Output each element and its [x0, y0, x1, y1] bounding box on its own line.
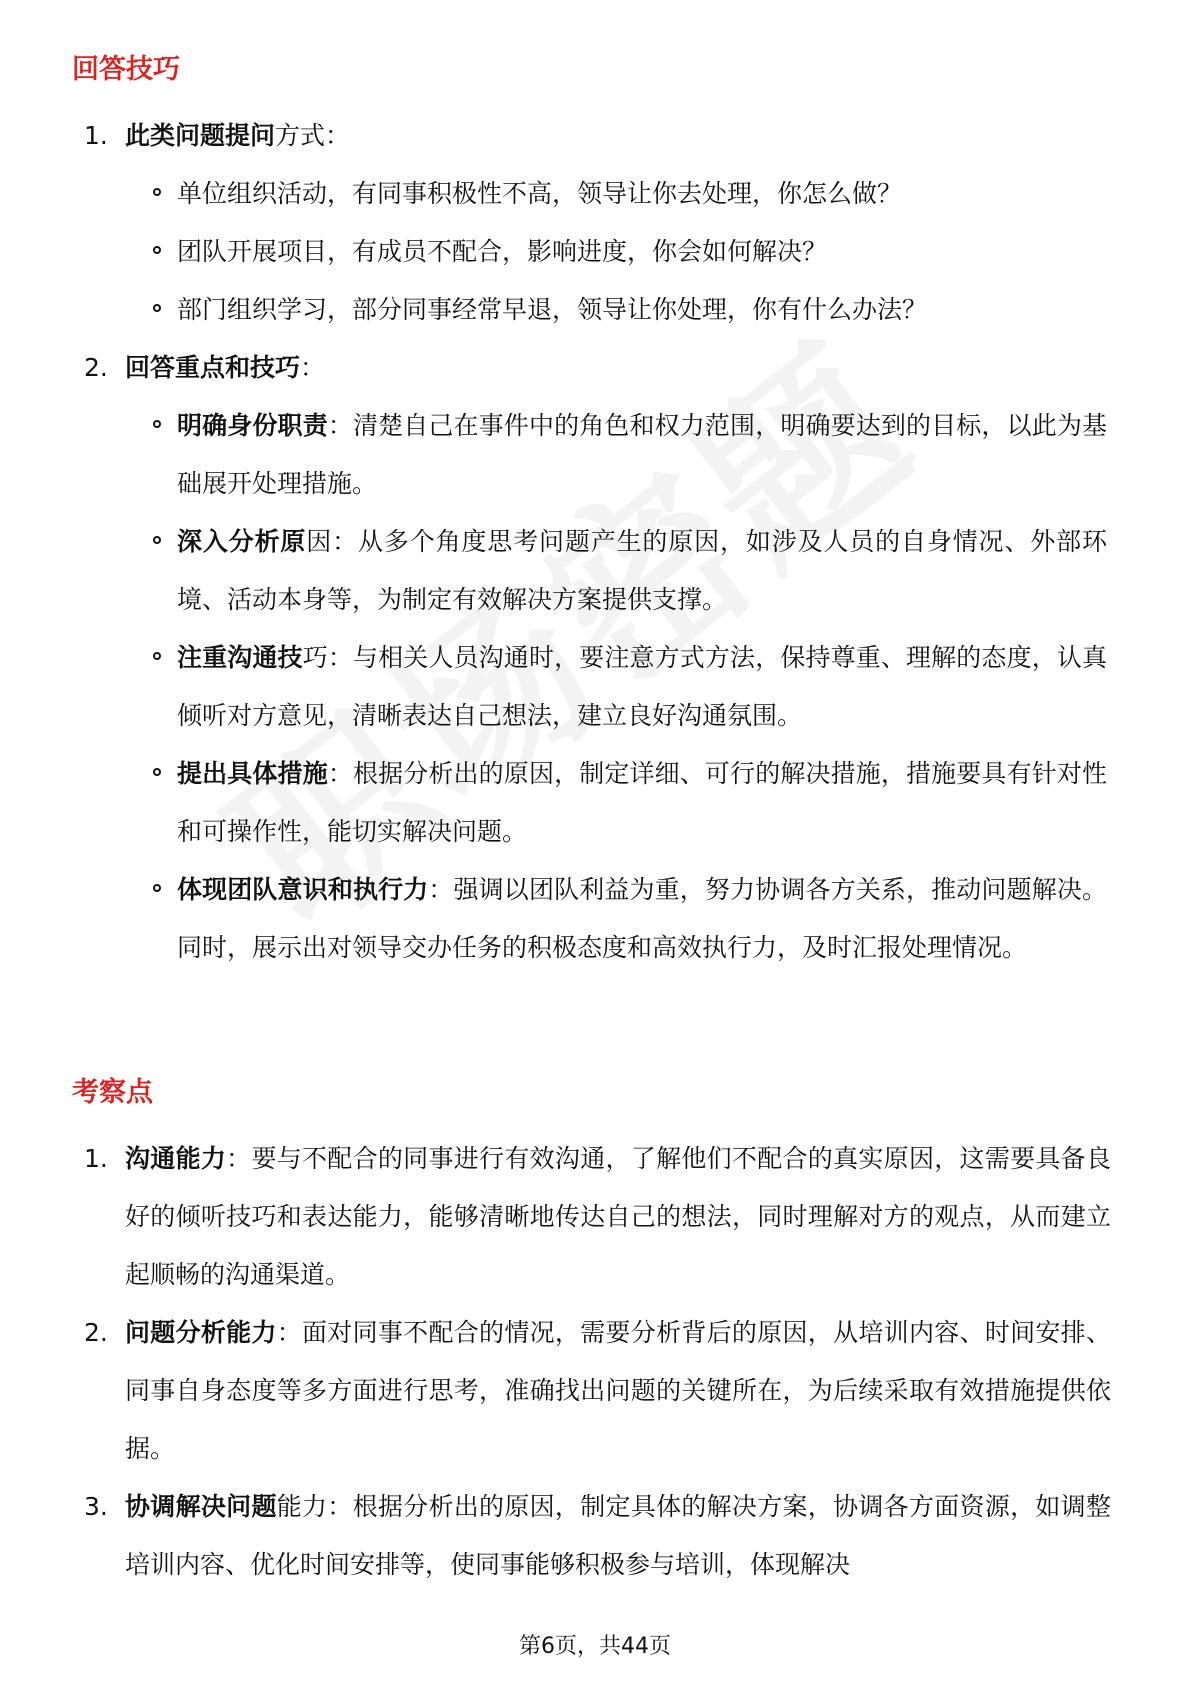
list-item-text: [0, 339, 1111, 397]
plain-text: 方式：: [275, 121, 351, 150]
list-number: 1.: [84, 121, 108, 150]
circle-bullet-icon: [153, 188, 161, 196]
bold-text: 回答重点和技巧: [125, 353, 301, 382]
list-item: [0, 339, 1190, 397]
plain-text: ：面对同事不配合的情况，需要分析背后的原因，从培训内容、时间安排、同事自身态度等多方面进行思考，准确找出问题的关键所在，为后续采取有效措施提供依据。: [125, 1318, 1111, 1463]
list-number: 3.: [84, 1492, 108, 1521]
plain-text: 巧：与相关人员沟通时，要注意方式方法，保持尊重、理解的态度，认真倾听对方意见，清晰表达自己想法，建立良好沟通氛围。: [177, 643, 1107, 730]
list-item-text: [0, 107, 1111, 165]
circle-bullet-icon: [153, 768, 161, 776]
sub-item-text: [0, 745, 1107, 861]
circle-bullet-icon: [153, 652, 161, 660]
plain-text: ：根据分析出的原因，制定详细、可行的解决措施，措施要具有针对性和可操作性，能切实解决问题。: [177, 759, 1107, 846]
sub-item-text: [0, 165, 1107, 223]
bold-text: 此类问题提问: [125, 121, 276, 150]
list-item-text: [0, 1478, 1111, 1594]
plain-text: 团队开展项目，有成员不配合，影响进度，你会如何解决？: [177, 237, 828, 266]
plain-text: ：强调以团队利益为重，努力协调各方关系，推动问题解决。同时，展示出对领导交办任务的积极态度和高效执行力，及时汇报处理情况。: [177, 875, 1107, 962]
sub-list-item: [0, 745, 1190, 861]
plain-text: 能力：根据分析出的原因，制定具体的解决方案，协调各方面资源，如调整培训内容、优化时间安排等，使同事能够积极参与培训，体现解决: [125, 1492, 1111, 1579]
plain-text: 单位组织活动，有同事积极性不高，领导让你去处理，你怎么做？: [177, 179, 903, 208]
answer-tips-list: [0, 107, 1190, 977]
list-item: [0, 1478, 1190, 1594]
circle-bullet-icon: [153, 536, 161, 544]
bold-text: 提出具体措施: [177, 759, 328, 788]
sub-item-text: [0, 513, 1107, 629]
circle-bullet-icon: [153, 246, 161, 254]
sub-list-item: [0, 861, 1190, 977]
circle-bullet-icon: [153, 420, 161, 428]
plain-text: ：清楚自己在事件中的角色和权力范围，明确要达到的目标，以此为基础展开处理措施。: [177, 411, 1107, 498]
bold-text: 沟通能力: [125, 1144, 227, 1173]
sub-list-item: [0, 513, 1190, 629]
bold-text: 问题分析能力: [125, 1318, 277, 1347]
sub-list-item: [0, 629, 1190, 745]
sub-item-text: [0, 223, 1107, 281]
bold-text: 体现团队意识和执行力: [177, 875, 429, 904]
sub-list-item: [0, 281, 1190, 339]
sub-list-item: [0, 397, 1190, 513]
list-item-text: [0, 1304, 1111, 1478]
sub-item-text: [0, 397, 1107, 513]
plain-text: 部门组织学习，部分同事经常早退，领导让你处理，你有什么办法？: [177, 295, 928, 324]
plain-text: ：: [300, 353, 326, 382]
section-title-assessment-points: 考察点: [72, 1077, 153, 1108]
sub-list-item: [0, 165, 1190, 223]
sub-item-text: [0, 281, 1107, 339]
list-number: 2.: [84, 1318, 108, 1347]
list-item: [0, 1130, 1190, 1304]
list-number: 2.: [84, 353, 108, 382]
bold-text: 注重沟通技: [177, 643, 303, 672]
sub-item-text: [0, 629, 1107, 745]
sub-list-item: [0, 223, 1190, 281]
list-item: [0, 107, 1190, 165]
plain-text: 因：从多个角度思考问题产生的原因，如涉及人员的自身情况、外部环境、活动本身等，为制定有效解决方案提供支撑。: [177, 527, 1107, 614]
list-item: [0, 1304, 1190, 1478]
section-title-answer-tips: 回答技巧: [72, 54, 180, 85]
bold-text: 明确身份职责: [177, 411, 328, 440]
circle-bullet-icon: [153, 884, 161, 892]
assessment-points-list: [0, 1130, 1190, 1594]
list-item-text: [0, 1130, 1111, 1304]
plain-text: ：要与不配合的同事进行有效沟通，了解他们不配合的真实原因，这需要具备良好的倾听技巧和表达能力，能够清晰地传达自己的想法，同时理解对方的观点，从而建立起顺畅的沟通渠道。: [125, 1144, 1111, 1289]
bold-text: 深入分析原: [177, 527, 307, 556]
page-footer: 第6页，共44页: [519, 1634, 671, 1659]
sub-item-text: [0, 861, 1107, 977]
circle-bullet-icon: [153, 304, 161, 312]
list-number: 1.: [84, 1144, 108, 1173]
bold-text: 协调解决问题: [125, 1492, 277, 1521]
